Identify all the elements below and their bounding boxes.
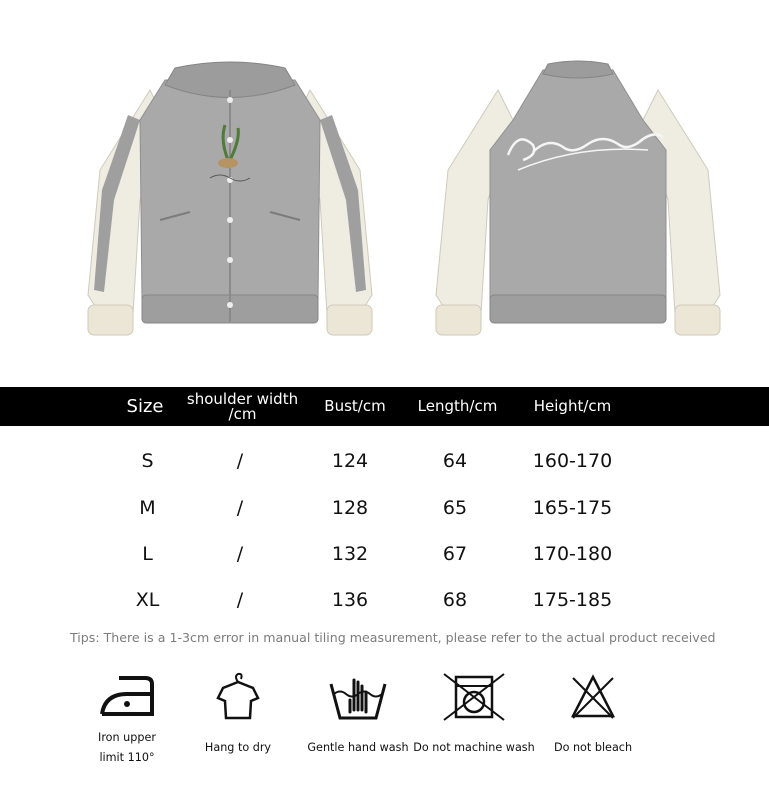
header-bust: Bust/cm	[324, 397, 386, 415]
table-row	[0, 446, 769, 476]
bust-cell: 128	[331, 497, 369, 519]
height-cell: 170-180	[532, 543, 613, 565]
no-bleach-icon	[568, 672, 618, 722]
measurement-tip: Tips: There is a 1-3cm error in manual tiling measurement, please refer to the actual product received	[70, 630, 716, 645]
header-shoulder-width: shoulder width /cm	[186, 389, 299, 423]
shoulder-cell: /	[236, 589, 244, 611]
size-cell: XL	[135, 589, 160, 611]
care-label: Do not bleach	[553, 741, 633, 754]
care-label: Iron upper	[98, 731, 156, 744]
care-label: Gentle hand wash	[307, 741, 409, 754]
height-cell: 160-170	[532, 450, 613, 472]
care-item-hand-wash	[303, 672, 413, 792]
iron-icon	[97, 672, 157, 722]
size-cell: S	[141, 450, 154, 472]
care-item-no-machine-wash	[413, 672, 535, 792]
size-table-header	[0, 387, 769, 426]
bust-cell: 136	[331, 589, 369, 611]
hand-wash-icon	[328, 672, 388, 722]
shoulder-cell: /	[236, 497, 244, 519]
length-cell: 65	[442, 497, 468, 519]
bust-cell: 124	[331, 450, 369, 472]
shoulder-cell: /	[236, 543, 244, 565]
hanger-shirt-icon	[213, 672, 263, 722]
height-cell: 175-185	[532, 589, 613, 611]
care-item-iron	[72, 672, 182, 792]
jacket-back-image	[428, 60, 728, 360]
care-item-hang-dry	[183, 672, 293, 792]
shoulder-cell: /	[236, 450, 244, 472]
table-row	[0, 539, 769, 569]
care-label: Do not machine wash	[413, 741, 535, 754]
table-row	[0, 585, 769, 615]
header-height: Height/cm	[533, 397, 612, 415]
length-cell: 68	[442, 589, 468, 611]
length-cell: 67	[442, 543, 468, 565]
table-row	[0, 493, 769, 523]
jacket-front-image	[80, 60, 380, 360]
length-cell: 64	[442, 450, 468, 472]
header-length: Length/cm	[417, 397, 498, 415]
bust-cell: 132	[331, 543, 369, 565]
no-machine-wash-icon	[442, 672, 506, 722]
size-cell: M	[139, 497, 156, 519]
height-cell: 165-175	[532, 497, 613, 519]
care-label: limit 110°	[99, 751, 155, 764]
care-item-no-bleach	[538, 672, 648, 792]
header-size: Size	[126, 396, 164, 417]
size-cell: L	[142, 543, 153, 565]
product-photos	[0, 0, 769, 380]
care-label: Hang to dry	[204, 741, 272, 754]
